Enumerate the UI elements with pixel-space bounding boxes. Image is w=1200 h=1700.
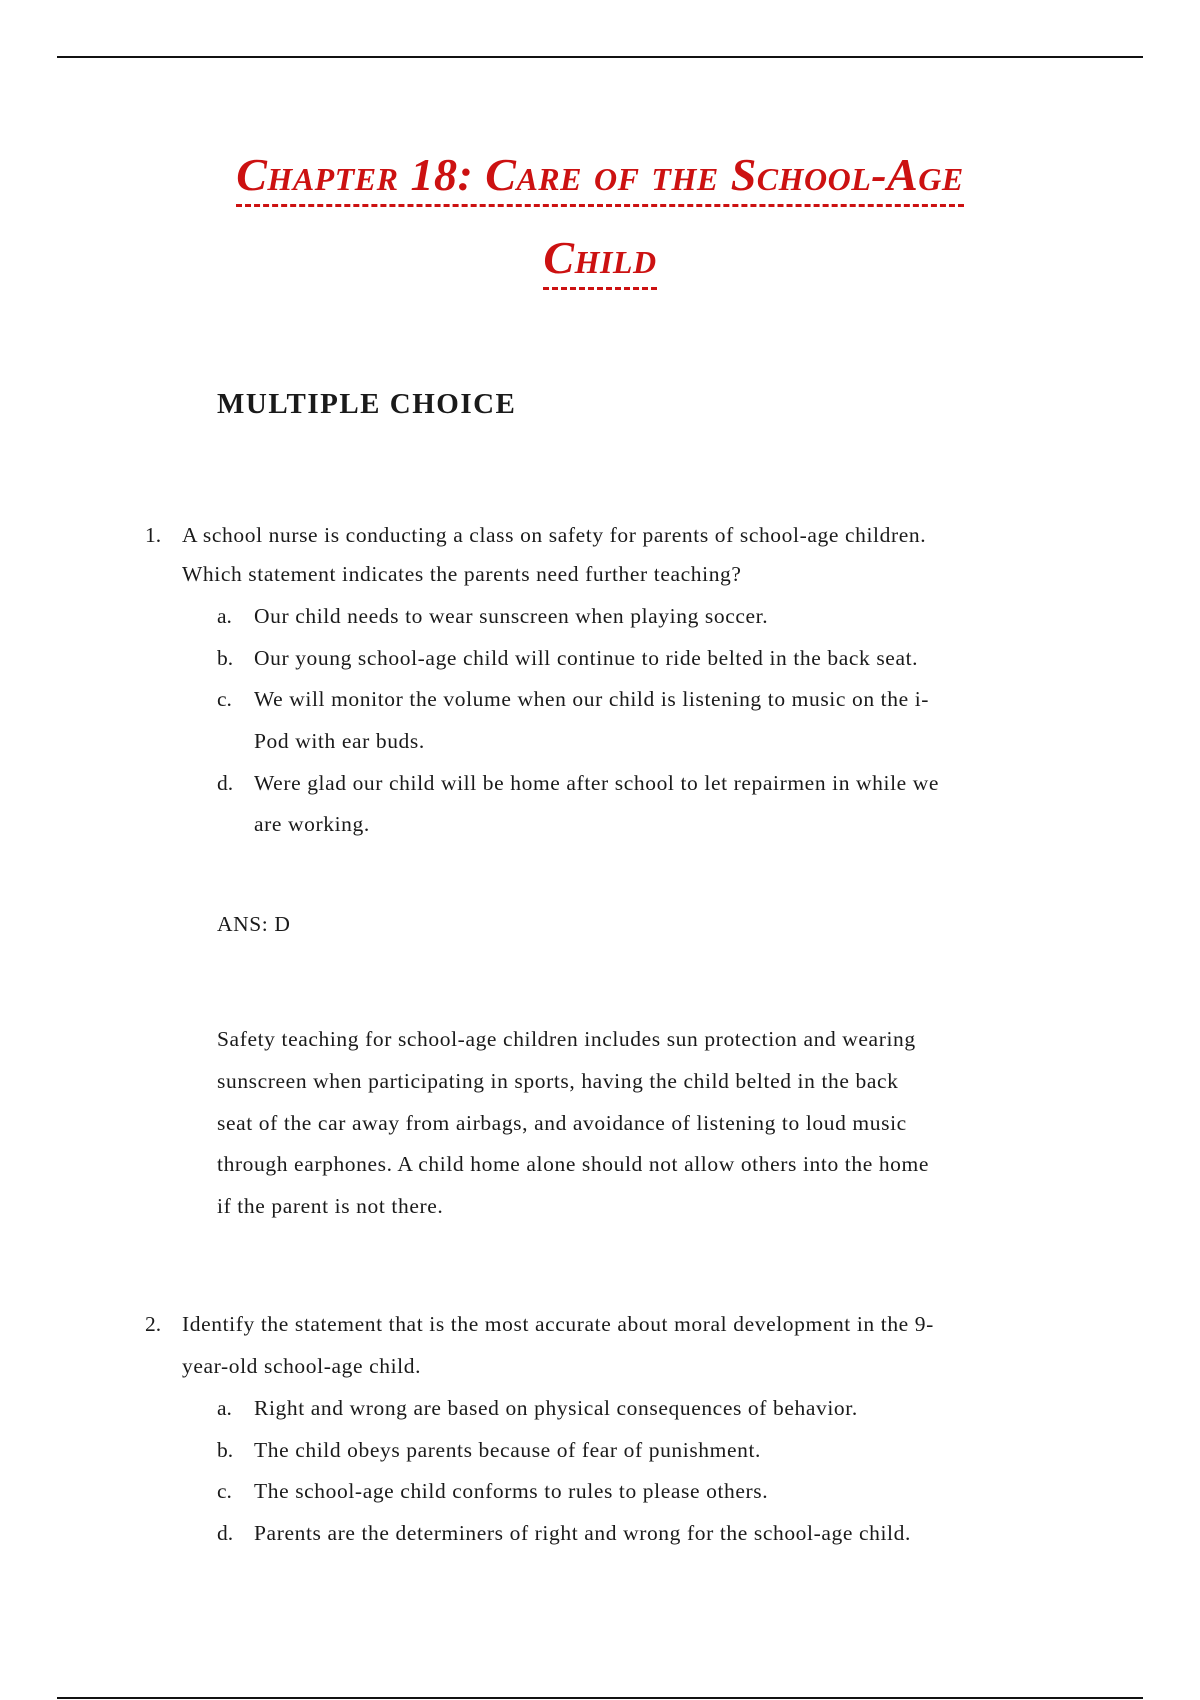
question-number: 2. [145, 1312, 162, 1336]
rationale-line: if the parent is not there. [217, 1194, 444, 1218]
option-text: The school-age child conforms to rules to please others. [254, 1479, 769, 1503]
option-letter: a. [217, 1396, 232, 1420]
question-stem: year-old school-age child. [182, 1354, 422, 1378]
option-letter: b. [217, 1438, 234, 1462]
rationale-line: Safety teaching for school-age children includes sun protection and wearing [217, 1027, 916, 1051]
question-stem: Identify the statement that is the most accurate about moral development in the 9- [182, 1312, 934, 1336]
option-letter: a. [217, 604, 232, 628]
option-text: Our child needs to wear sunscreen when playing soccer. [254, 604, 769, 628]
top-rule [57, 56, 1143, 58]
rationale-line: seat of the car away from airbags, and avoidance of listening to loud music [217, 1111, 907, 1135]
option-letter: d. [217, 1521, 234, 1545]
question-stem: Which statement indicates the parents need further teaching? [182, 562, 742, 586]
question-stem: A school nurse is conducting a class on safety for parents of school-age children. [182, 523, 927, 547]
option-text: Pod with ear buds. [254, 729, 425, 753]
option-text: Our young school-age child will continue to ride belted in the back seat. [254, 646, 919, 670]
option-text: The child obeys parents because of fear of punishment. [254, 1438, 762, 1462]
option-letter: b. [217, 646, 234, 670]
chapter-title-line2: Child [0, 235, 1200, 281]
question-number: 1. [145, 523, 162, 547]
option-text: Were glad our child will be home after school to let repairmen in while we [254, 771, 940, 795]
option-text: We will monitor the volume when our child is listening to music on the i- [254, 687, 930, 711]
answer-key: ANS: D [217, 912, 291, 936]
section-heading: MULTIPLE CHOICE [217, 388, 517, 420]
option-text: Right and wrong are based on physical consequences of behavior. [254, 1396, 858, 1420]
option-letter: c. [217, 1479, 232, 1503]
bottom-rule [57, 1697, 1143, 1699]
rationale-line: sunscreen when participating in sports, having the child belted in the back [217, 1069, 899, 1093]
chapter-title-line1: Chapter 18: Care of the School-Age [0, 152, 1200, 198]
option-letter: d. [217, 771, 234, 795]
rationale-line: through earphones. A child home alone should not allow others into the home [217, 1152, 929, 1176]
option-text: are working. [254, 812, 370, 836]
option-letter: c. [217, 687, 232, 711]
option-text: Parents are the determiners of right and wrong for the school-age child. [254, 1521, 911, 1545]
